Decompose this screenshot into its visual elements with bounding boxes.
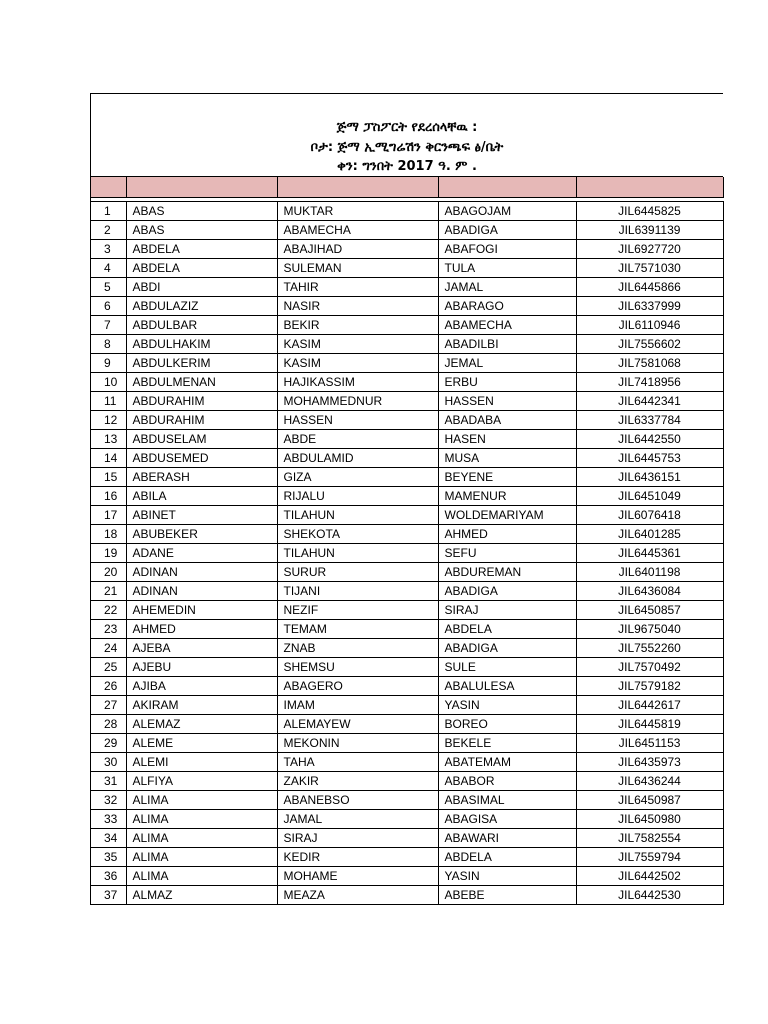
first-name-cell: ABDURAHIM [126,391,277,410]
first-name-cell: ABINET [126,505,277,524]
passport-number-cell: JIL6436084 [576,581,723,600]
passport-number-cell: JIL6442617 [576,695,723,714]
grandfather-name-cell: ABARAGO [438,296,576,315]
first-name-cell: ADINAN [126,581,277,600]
grandfather-name-cell: ABADABA [438,410,576,429]
grandfather-name-cell: SIRAJ [438,600,576,619]
row-number-cell: 35 [91,847,126,866]
passport-number-cell: JIL6401285 [576,524,723,543]
father-name-cell: TILAHUN [277,543,438,562]
first-name-cell: ABDULBAR [126,315,277,334]
grandfather-name-cell: ABAGOJAM [438,201,576,220]
grandfather-name-cell: ABASIMAL [438,790,576,809]
passport-number-cell: JIL6450987 [576,790,723,809]
first-name-cell: ABDULAZIZ [126,296,277,315]
grandfather-name-cell: HASEN [438,429,576,448]
table-row [91,600,723,619]
grandfather-name-cell: BEYENE [438,467,576,486]
row-number-cell: 16 [91,486,126,505]
father-name-cell: MEAZA [277,885,438,904]
first-name-cell: AHMED [126,619,277,638]
grandfather-name-cell: ABAWARI [438,828,576,847]
table-row [91,790,723,809]
father-name-cell: NASIR [277,296,438,315]
header-cell-father-name [277,177,438,197]
row-number-cell: 36 [91,866,126,885]
passport-number-cell: JIL9675040 [576,619,723,638]
passport-number-cell: JIL7552260 [576,638,723,657]
passport-number-cell: JIL6442341 [576,391,723,410]
first-name-cell: ALIMA [126,847,277,866]
passport-number-cell: JIL6445361 [576,543,723,562]
father-name-cell: ABDULAMID [277,448,438,467]
first-name-cell: ABDUSELAM [126,429,277,448]
grandfather-name-cell: ABADIGA [438,638,576,657]
passport-number-cell: JIL6450980 [576,809,723,828]
first-name-cell: ALEMI [126,752,277,771]
title-block [91,94,723,177]
passport-number-cell: JIL7571030 [576,258,723,277]
father-name-cell: KASIM [277,353,438,372]
grandfather-name-cell: BEKELE [438,733,576,752]
grandfather-name-cell: ABATEMAM [438,752,576,771]
passport-number-cell: JIL6436151 [576,467,723,486]
first-name-cell: ABUBEKER [126,524,277,543]
father-name-cell: BEKIR [277,315,438,334]
grandfather-name-cell: ABADILBI [438,334,576,353]
passport-number-cell: JIL6435973 [576,752,723,771]
table-row [91,676,723,695]
passport-table [91,177,724,905]
grandfather-name-cell: MUSA [438,448,576,467]
grandfather-name-cell: ABADIGA [438,581,576,600]
row-number-cell: 33 [91,809,126,828]
row-number-cell: 3 [91,239,126,258]
row-number-cell: 20 [91,562,126,581]
header-cell-passport-number [576,177,723,197]
table-row [91,201,723,220]
father-name-cell: MOHAMMEDNUR [277,391,438,410]
first-name-cell: ABDULKERIM [126,353,277,372]
grandfather-name-cell: ABEBE [438,885,576,904]
row-number-cell: 14 [91,448,126,467]
grandfather-name-cell: ABAFOGI [438,239,576,258]
grandfather-name-cell: HASSEN [438,391,576,410]
row-number-cell: 22 [91,600,126,619]
grandfather-name-cell: AHMED [438,524,576,543]
table-row [91,334,723,353]
father-name-cell: TILAHUN [277,505,438,524]
father-name-cell: HAJIKASSIM [277,372,438,391]
first-name-cell: ALIMA [126,790,277,809]
passport-number-cell: JIL6445819 [576,714,723,733]
passport-number-cell: JIL7570492 [576,657,723,676]
first-name-cell: ABDELA [126,258,277,277]
row-number-cell: 31 [91,771,126,790]
passport-number-cell: JIL6442550 [576,429,723,448]
header-row [91,177,723,197]
first-name-cell: ALFIYA [126,771,277,790]
grandfather-name-cell: YASIN [438,866,576,885]
row-number-cell: 4 [91,258,126,277]
father-name-cell: ZNAB [277,638,438,657]
first-name-cell: ABDI [126,277,277,296]
first-name-cell: ABERASH [126,467,277,486]
row-number-cell: 6 [91,296,126,315]
header-cell-no [91,177,126,197]
row-number-cell: 19 [91,543,126,562]
father-name-cell: ABAJIHAD [277,239,438,258]
table-row [91,809,723,828]
passport-number-cell: JIL6401198 [576,562,723,581]
first-name-cell: ABDULHAKIM [126,334,277,353]
father-name-cell: ABAMECHA [277,220,438,239]
passport-number-cell: JIL6445866 [576,277,723,296]
table-row [91,638,723,657]
passport-number-cell: JIL6337999 [576,296,723,315]
passport-number-cell: JIL6451153 [576,733,723,752]
grandfather-name-cell: ABADIGA [438,220,576,239]
table-row [91,733,723,752]
passport-number-cell: JIL7418956 [576,372,723,391]
grandfather-name-cell: SEFU [438,543,576,562]
table-row [91,258,723,277]
father-name-cell: JAMAL [277,809,438,828]
grandfather-name-cell: ABABOR [438,771,576,790]
passport-number-cell: JIL6442530 [576,885,723,904]
passport-number-cell: JIL6927720 [576,239,723,258]
first-name-cell: ALIMA [126,828,277,847]
first-name-cell: ABAS [126,201,277,220]
row-number-cell: 30 [91,752,126,771]
first-name-cell: ABDUSEMED [126,448,277,467]
father-name-cell: RIJALU [277,486,438,505]
row-number-cell: 26 [91,676,126,695]
passport-number-cell: JIL6451049 [576,486,723,505]
first-name-cell: ABAS [126,220,277,239]
father-name-cell: MOHAME [277,866,438,885]
table-row [91,391,723,410]
passport-number-cell: JIL6442502 [576,866,723,885]
grandfather-name-cell: JAMAL [438,277,576,296]
table-row [91,714,723,733]
grandfather-name-cell: JEMAL [438,353,576,372]
grandfather-name-cell: TULA [438,258,576,277]
table-row [91,429,723,448]
passport-number-cell: JIL7579182 [576,676,723,695]
father-name-cell: KASIM [277,334,438,353]
grandfather-name-cell: BOREO [438,714,576,733]
passport-number-cell: JIL6110946 [576,315,723,334]
title-line-1: ጅማ ፓስፖርት የደረሰላቸዉ : [336,120,478,135]
row-number-cell: 34 [91,828,126,847]
row-number-cell: 8 [91,334,126,353]
first-name-cell: ADANE [126,543,277,562]
table-row [91,695,723,714]
father-name-cell: ABAGERO [277,676,438,695]
table-row [91,467,723,486]
passport-number-cell: JIL7559794 [576,847,723,866]
row-number-cell: 1 [91,201,126,220]
row-number-cell: 24 [91,638,126,657]
passport-number-cell: JIL6450857 [576,600,723,619]
father-name-cell: TIJANI [277,581,438,600]
father-name-cell: TAHIR [277,277,438,296]
father-name-cell: MUKTAR [277,201,438,220]
first-name-cell: AHEMEDIN [126,600,277,619]
table-row [91,847,723,866]
first-name-cell: ALEMAZ [126,714,277,733]
passport-number-cell: JIL6391139 [576,220,723,239]
row-number-cell: 5 [91,277,126,296]
table-row [91,410,723,429]
title-line-2: ቦታ: ጅማ ኢሚግሬሽን ቅርንጫፍ ፅ/ቤት [310,139,504,155]
grandfather-name-cell: ABALULESA [438,676,576,695]
passport-number-cell: JIL6445753 [576,448,723,467]
table-row [91,315,723,334]
table-row [91,353,723,372]
father-name-cell: ZAKIR [277,771,438,790]
row-number-cell: 17 [91,505,126,524]
passport-number-cell: JIL6445825 [576,201,723,220]
table-row [91,657,723,676]
passport-list-sheet [90,93,723,905]
first-name-cell: AJIBA [126,676,277,695]
father-name-cell: IMAM [277,695,438,714]
father-name-cell: SHEKOTA [277,524,438,543]
father-name-cell: SURUR [277,562,438,581]
father-name-cell: MEKONIN [277,733,438,752]
passport-number-cell: JIL7556602 [576,334,723,353]
first-name-cell: AJEBA [126,638,277,657]
father-name-cell: ALEMAYEW [277,714,438,733]
row-number-cell: 12 [91,410,126,429]
table-row [91,866,723,885]
table-row [91,752,723,771]
row-number-cell: 2 [91,220,126,239]
table-row [91,524,723,543]
passport-number-cell: JIL6076418 [576,505,723,524]
table-row [91,885,723,904]
table-row [91,239,723,258]
grandfather-name-cell: ABDUREMAN [438,562,576,581]
row-number-cell: 9 [91,353,126,372]
father-name-cell: TAHA [277,752,438,771]
row-number-cell: 11 [91,391,126,410]
father-name-cell: SHEMSU [277,657,438,676]
table-row [91,372,723,391]
first-name-cell: ALIMA [126,809,277,828]
first-name-cell: ABDULMENAN [126,372,277,391]
row-number-cell: 15 [91,467,126,486]
grandfather-name-cell: SULE [438,657,576,676]
table-row [91,543,723,562]
passport-number-cell: JIL7582554 [576,828,723,847]
table-row [91,220,723,239]
grandfather-name-cell: ABAGISA [438,809,576,828]
row-number-cell: 32 [91,790,126,809]
grandfather-name-cell: ABDELA [438,619,576,638]
father-name-cell: TEMAM [277,619,438,638]
row-number-cell: 37 [91,885,126,904]
father-name-cell: SIRAJ [277,828,438,847]
passport-number-cell: JIL6436244 [576,771,723,790]
table-row [91,581,723,600]
grandfather-name-cell: ERBU [438,372,576,391]
row-number-cell: 28 [91,714,126,733]
row-number-cell: 23 [91,619,126,638]
table-row [91,505,723,524]
row-number-cell: 27 [91,695,126,714]
grandfather-name-cell: ABAMECHA [438,315,576,334]
grandfather-name-cell: ABDELA [438,847,576,866]
grandfather-name-cell: MAMENUR [438,486,576,505]
father-name-cell: GIZA [277,467,438,486]
first-name-cell: AJEBU [126,657,277,676]
grandfather-name-cell: WOLDEMARIYAM [438,505,576,524]
row-number-cell: 10 [91,372,126,391]
row-number-cell: 25 [91,657,126,676]
row-number-cell: 7 [91,315,126,334]
first-name-cell: ABDELA [126,239,277,258]
title-line-3: ቀን: ግንበት 2017 ዓ. ም . [337,159,477,174]
row-number-cell: 18 [91,524,126,543]
first-name-cell: ALIMA [126,866,277,885]
row-number-cell: 29 [91,733,126,752]
father-name-cell: HASSEN [277,410,438,429]
father-name-cell: ABDE [277,429,438,448]
table-row [91,486,723,505]
first-name-cell: ALEME [126,733,277,752]
first-name-cell: ALMAZ [126,885,277,904]
table-row [91,562,723,581]
passport-number-cell: JIL7581068 [576,353,723,372]
header-cell-grandfather-name [438,177,576,197]
father-name-cell: SULEMAN [277,258,438,277]
table-row [91,828,723,847]
grandfather-name-cell: YASIN [438,695,576,714]
father-name-cell: NEZIF [277,600,438,619]
first-name-cell: ABILA [126,486,277,505]
father-name-cell: ABANEBSO [277,790,438,809]
father-name-cell: KEDIR [277,847,438,866]
passport-number-cell: JIL6337784 [576,410,723,429]
first-name-cell: AKIRAM [126,695,277,714]
row-number-cell: 21 [91,581,126,600]
table-row [91,296,723,315]
table-row [91,771,723,790]
first-name-cell: ADINAN [126,562,277,581]
table-row [91,619,723,638]
first-name-cell: ABDURAHIM [126,410,277,429]
table-row [91,277,723,296]
header-cell-first-name [126,177,277,197]
row-number-cell: 13 [91,429,126,448]
table-row [91,448,723,467]
